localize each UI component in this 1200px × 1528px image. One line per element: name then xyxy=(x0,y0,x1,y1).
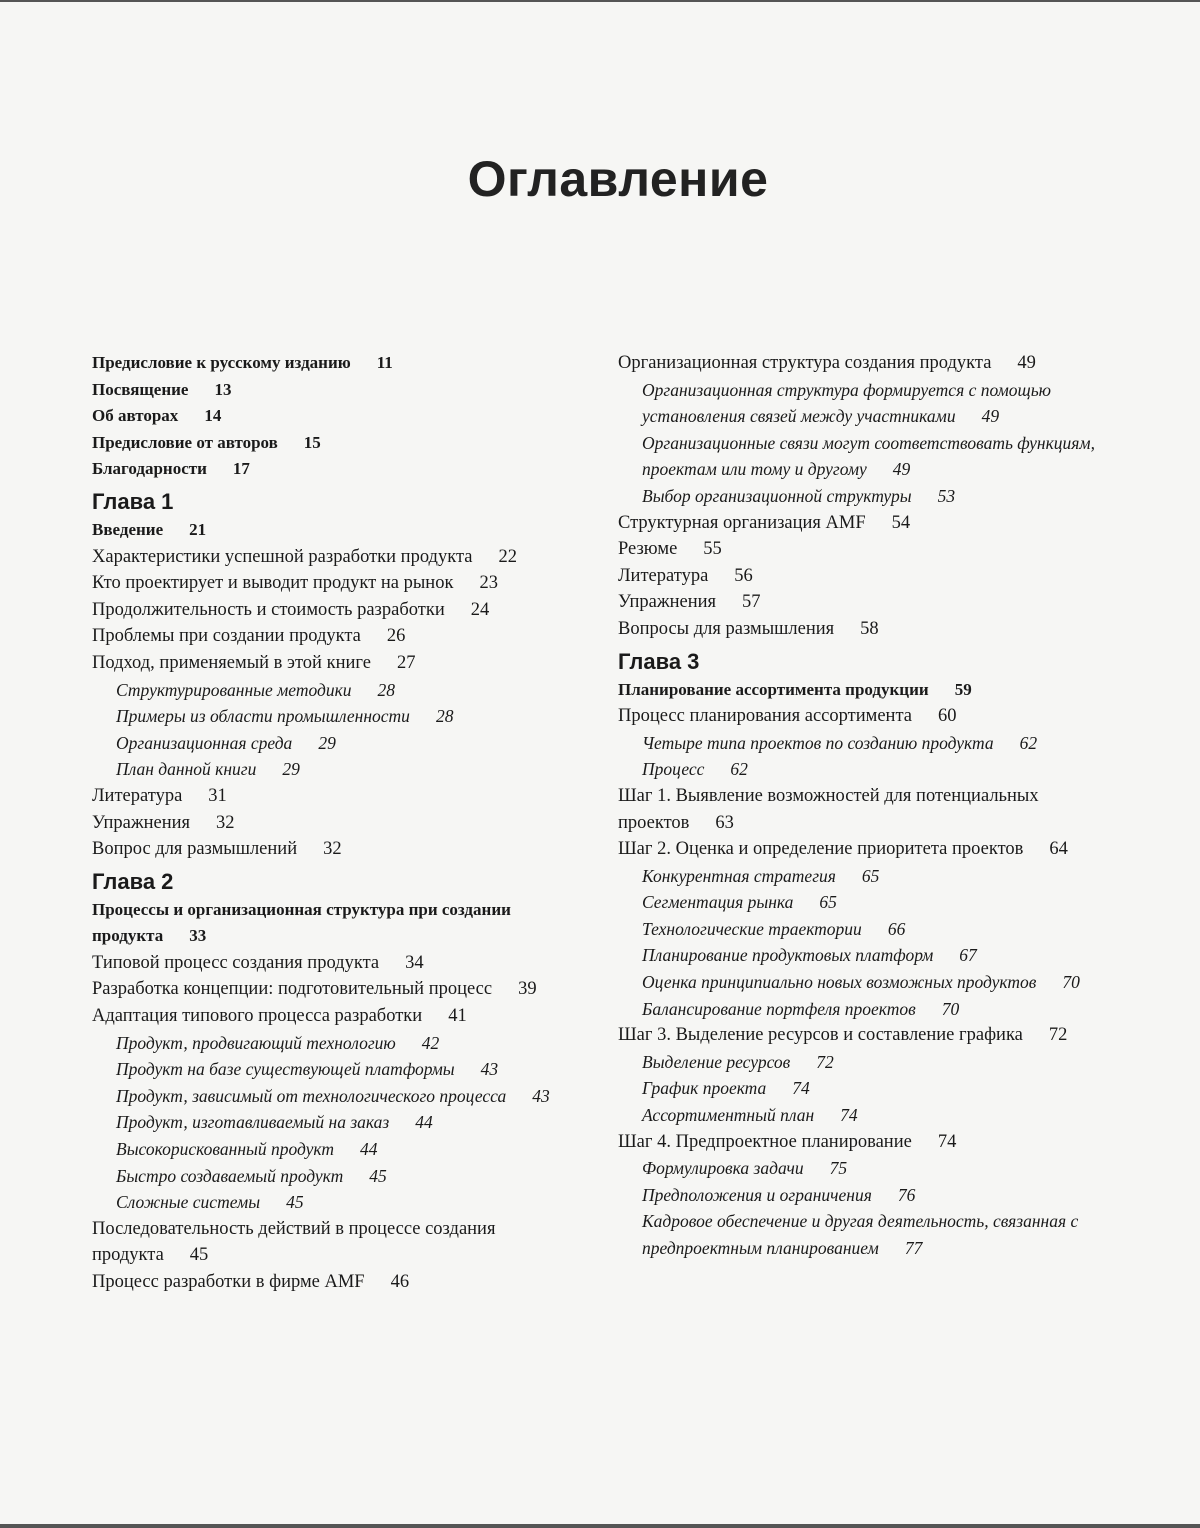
toc-section-bold xyxy=(92,403,592,430)
toc-entry-title: Структурированные методики xyxy=(116,679,352,700)
toc-page-number: 70 xyxy=(941,998,960,1019)
toc-entry-title: Глава 2 xyxy=(92,868,174,894)
toc-entry-title: Процесс разработки в фирме AMF xyxy=(92,1272,365,1292)
toc-entry xyxy=(92,783,592,810)
toc-page-number: 74 xyxy=(792,1078,810,1099)
scan-edge-bottom xyxy=(0,1524,1200,1528)
toc-entry-title: Вопрос для размышлений xyxy=(92,839,298,860)
toc-page-number: 59 xyxy=(954,679,972,699)
toc-subsection xyxy=(92,756,592,783)
toc-subsection xyxy=(618,1155,1096,1182)
toc-page-number: 65 xyxy=(861,865,880,886)
toc-page-number: 23 xyxy=(479,573,498,594)
toc-entry-title: Ассортиментный план xyxy=(642,1105,815,1126)
toc-entry xyxy=(92,836,592,863)
toc-page-number: 76 xyxy=(897,1184,916,1205)
toc-subsection xyxy=(618,1049,1096,1076)
toc-entry xyxy=(618,1022,1096,1049)
toc-subsection xyxy=(618,889,1096,916)
toc-entry-title: Глава 1 xyxy=(92,488,174,514)
toc-subsection xyxy=(618,1075,1096,1102)
toc-entry-title: Процесс xyxy=(642,759,705,780)
toc-page-number: 67 xyxy=(959,945,977,966)
toc-entry-title: Продукт, продвигающий технологию xyxy=(116,1032,396,1053)
toc-entry xyxy=(92,650,592,677)
toc-page-number: 33 xyxy=(189,926,207,946)
toc-entry-title: План данной книги xyxy=(116,759,257,780)
toc-page-number: 43 xyxy=(480,1059,499,1080)
toc-entry-title: Предисловие от авторов xyxy=(92,432,278,452)
toc-page-number: 13 xyxy=(214,379,232,399)
toc-entry xyxy=(92,950,592,977)
toc-entry xyxy=(618,703,1096,730)
scan-edge-top xyxy=(0,0,1200,2)
toc-subsection xyxy=(618,969,1096,996)
toc-subsection xyxy=(618,730,1096,757)
toc-page-number: 54 xyxy=(891,512,911,533)
toc-entry-title: Сложные системы xyxy=(116,1192,261,1213)
toc-entry-title: Предположения и ограничения xyxy=(642,1184,872,1205)
toc-subsection xyxy=(92,1083,592,1110)
toc-subsection xyxy=(92,1030,592,1057)
toc-page-number: 32 xyxy=(216,812,235,833)
toc-page-number: 34 xyxy=(405,952,424,973)
toc-page-number: 26 xyxy=(386,626,406,647)
toc-entry xyxy=(618,350,1096,377)
toc-entry-title: Продолжительность и стоимость разработки xyxy=(92,599,445,620)
toc-left-column xyxy=(92,350,592,1296)
toc-page-number: 28 xyxy=(435,706,454,727)
toc-entry-title: Организационная среда xyxy=(116,732,293,753)
toc-entry-title: Технологические траектории xyxy=(642,918,862,939)
toc-subsection xyxy=(92,1109,592,1136)
toc-page-number: 27 xyxy=(396,652,416,673)
toc-page-number: 64 xyxy=(1049,839,1068,860)
toc-page-number: 14 xyxy=(204,406,222,426)
toc-entry-title: Последовательность действий в процессе создания продукта xyxy=(92,1218,496,1266)
toc-page-number: 44 xyxy=(360,1139,378,1160)
toc-entry-title: Вопросы для размышления xyxy=(618,618,835,639)
toc-subsection xyxy=(92,1163,592,1190)
toc-page-number: 43 xyxy=(532,1085,550,1106)
toc-subsection xyxy=(92,1136,592,1163)
toc-entry-title: Планирование ассортимента продукции xyxy=(618,679,929,699)
toc-subsection xyxy=(618,1208,1096,1261)
toc-entry-title: Сегментация рынка xyxy=(642,892,794,913)
toc-page-number: 70 xyxy=(1062,972,1080,993)
toc-entry-title: Проблемы при создании продукта xyxy=(92,626,361,647)
toc-section-bold xyxy=(618,677,1096,704)
toc-page-number: 72 xyxy=(1048,1025,1068,1046)
toc-section-bold xyxy=(92,517,592,544)
toc-entry-title: Конкурентная стратегия xyxy=(642,865,836,886)
toc-entry-title: Посвящение xyxy=(92,379,189,399)
toc-entry xyxy=(92,1216,592,1269)
toc-subsection xyxy=(618,1102,1096,1129)
toc-subsection xyxy=(618,1182,1096,1209)
toc-page-number: 42 xyxy=(421,1032,440,1053)
toc-entry-title: Литература xyxy=(618,565,709,586)
toc-entry xyxy=(92,1269,592,1296)
toc-section-bold xyxy=(92,430,592,457)
toc-page-number: 75 xyxy=(829,1158,848,1179)
toc-entry-title: Предисловие к русскому изданию xyxy=(92,353,351,372)
toc-page-number: 45 xyxy=(189,1245,209,1266)
toc-entry-title: Упражнения xyxy=(618,592,717,613)
toc-subsection xyxy=(92,1189,592,1216)
toc-subsection xyxy=(618,483,1096,510)
toc-entry-title: Кто проектирует и выводит продукт на рынок xyxy=(92,573,454,594)
toc-page-number: 62 xyxy=(1019,732,1038,753)
toc-page-number: 21 xyxy=(189,519,207,539)
toc-entry-title: Структурная организация AMF xyxy=(618,512,866,533)
toc-page-number: 39 xyxy=(518,979,537,1000)
toc-entry-title: Шаг 2. Оценка и определение приоритета проектов xyxy=(618,839,1024,860)
toc-entry xyxy=(618,616,1096,643)
toc-entry xyxy=(618,783,1096,836)
toc-entry-title: Литература xyxy=(92,785,183,806)
toc-entry-title: Планирование продуктовых платформ xyxy=(642,945,934,966)
toc-entry-title: Организационная структура формируется с помощью установления связей между участниками xyxy=(642,379,1051,427)
toc-entry xyxy=(618,1129,1096,1156)
toc-page-number: 77 xyxy=(904,1238,923,1258)
toc-subsection xyxy=(92,1056,592,1083)
toc-entry xyxy=(618,536,1096,563)
toc-entry xyxy=(618,589,1096,616)
toc-subsection xyxy=(92,703,592,730)
toc-entry xyxy=(92,597,592,624)
toc-entry-title: Организационные связи могут соответствовать функциям, проектам или тому и другому xyxy=(642,432,1095,480)
toc-entry-title: Шаг 3. Выделение ресурсов и составление графика xyxy=(618,1025,1023,1046)
toc-entry xyxy=(618,510,1096,537)
toc-entry xyxy=(618,563,1096,590)
toc-page-number: 74 xyxy=(840,1105,858,1126)
toc-page-number: 29 xyxy=(282,759,300,780)
toc-entry-title: Шаг 1. Выявление возможностей для потенциальных проектов xyxy=(618,785,1039,833)
toc-right-column xyxy=(618,350,1096,1262)
toc-page-number: 57 xyxy=(742,592,761,613)
toc-page-number: 41 xyxy=(448,1006,467,1027)
toc-page-number: 11 xyxy=(376,353,393,372)
toc-entry-title: Оценка принципиально новых возможных продуктов xyxy=(642,972,1037,993)
toc-subsection xyxy=(618,996,1096,1023)
toc-entry-title: Продукт, изготавливаемый на заказ xyxy=(116,1112,390,1133)
chapter-heading xyxy=(92,487,592,517)
chapter-heading xyxy=(618,647,1096,677)
toc-entry-title: Характеристики успешной разработки продукта xyxy=(92,546,473,567)
toc-entry-title: Типовой процесс создания продукта xyxy=(92,952,380,973)
toc-entry-title: Четыре типа проектов по созданию продукта xyxy=(642,732,994,753)
toc-entry-title: Шаг 4. Предпроектное планирование xyxy=(618,1131,912,1152)
toc-subsection xyxy=(618,916,1096,943)
toc-section-bold xyxy=(92,377,592,404)
toc-page-number: 32 xyxy=(323,839,342,860)
chapter-heading xyxy=(92,867,592,897)
toc-entry-title: Примеры из области промышленности xyxy=(116,706,410,727)
toc-entry-title: Разработка концепции: подготовительный процесс xyxy=(92,979,493,1000)
toc-entry-title: Продукт на базе существующей платформы xyxy=(116,1059,455,1080)
toc-entry-title: Формулировка задачи xyxy=(642,1158,804,1179)
toc-entry xyxy=(92,544,592,571)
toc-entry xyxy=(92,810,592,837)
toc-page-number: 15 xyxy=(303,432,321,452)
toc-page-number: 49 xyxy=(1017,353,1036,373)
toc-section-bold xyxy=(92,350,592,377)
toc-page-number: 44 xyxy=(415,1112,433,1133)
toc-page-number: 45 xyxy=(369,1165,387,1186)
toc-entry-title: Введение xyxy=(92,519,164,539)
toc-page-number: 28 xyxy=(377,679,396,700)
toc-entry-title: Благодарности xyxy=(92,459,207,479)
toc-entry-title: Балансирование портфеля проектов xyxy=(642,998,916,1019)
toc-subsection xyxy=(92,677,592,704)
toc-page-number: 72 xyxy=(816,1051,834,1072)
toc-entry-title: График проекта xyxy=(642,1078,767,1099)
toc-page-number: 49 xyxy=(892,459,911,480)
toc-page-number: 63 xyxy=(715,812,734,833)
toc-subsection xyxy=(618,377,1096,430)
toc-page-number: 49 xyxy=(981,406,1000,427)
toc-page-number: 22 xyxy=(498,546,517,567)
toc-page-number: 66 xyxy=(887,918,906,939)
toc-entry-title: Об авторах xyxy=(92,406,179,426)
toc-entry-title: Продукт, зависимый от технологического процесса xyxy=(116,1085,507,1106)
toc-entry-title: Организационная структура создания продукта xyxy=(618,353,992,373)
toc-subsection xyxy=(618,942,1096,969)
toc-entry-title: Адаптация типового процесса разработки xyxy=(92,1006,423,1027)
toc-entry-title: Подход, применяемый в этой книге xyxy=(92,652,371,673)
toc-subsection xyxy=(618,430,1096,483)
toc-entry-title: Быстро создаваемый продукт xyxy=(116,1165,344,1186)
toc-page-number: 24 xyxy=(470,599,490,620)
toc-entry-title: Глава 3 xyxy=(618,648,700,674)
toc-page-number: 56 xyxy=(734,565,753,586)
toc-entry xyxy=(92,570,592,597)
toc-entry-title: Процессы и организационная структура при создании продукта xyxy=(92,899,511,946)
toc-section-bold xyxy=(92,456,592,483)
toc-page-number: 31 xyxy=(208,785,227,806)
page-title: Оглавление xyxy=(467,151,769,207)
toc-page-number: 62 xyxy=(730,759,748,780)
toc-entry-title: Выделение ресурсов xyxy=(642,1051,791,1072)
toc-subsection xyxy=(92,730,592,757)
toc-entry xyxy=(92,623,592,650)
toc-section-bold xyxy=(92,897,592,950)
toc-subsection xyxy=(618,756,1096,783)
toc-subsection xyxy=(618,863,1096,890)
toc-entry-title: Выбор организационной структуры xyxy=(642,485,912,506)
toc-page-number: 29 xyxy=(318,732,336,753)
toc-entry-title: Упражнения xyxy=(92,812,191,833)
toc-entry xyxy=(92,976,592,1003)
toc-entry-title: Процесс планирования ассортимента xyxy=(618,706,912,727)
toc-page-number: 58 xyxy=(860,618,879,639)
toc-entry xyxy=(92,1003,592,1030)
toc-page-number: 17 xyxy=(232,459,250,479)
toc-page-number: 45 xyxy=(286,1192,304,1213)
toc-page-number: 65 xyxy=(819,892,837,913)
toc-entry xyxy=(618,836,1096,863)
toc-entry-title: Резюме xyxy=(618,539,678,560)
toc-page-number: 53 xyxy=(937,485,956,506)
toc-page-number: 74 xyxy=(937,1131,957,1152)
toc-page-number: 60 xyxy=(937,706,957,727)
toc-entry-title: Высокорискованный продукт xyxy=(116,1139,334,1160)
toc-page-number: 55 xyxy=(703,539,722,560)
toc-page-number: 46 xyxy=(390,1272,410,1292)
toc-entry-title: Кадровое обеспечение и другая деятельность, связанная с предпроектным планированием xyxy=(642,1211,1079,1258)
